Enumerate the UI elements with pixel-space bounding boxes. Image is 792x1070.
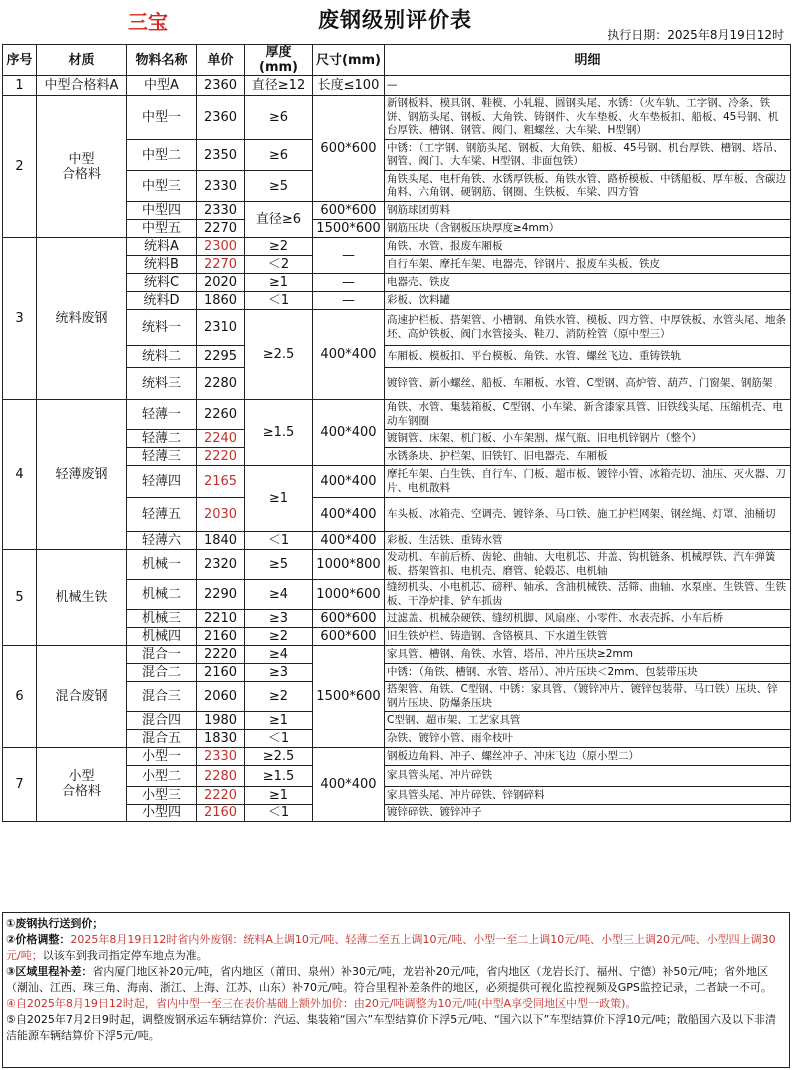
item-name: 统料A — [127, 238, 197, 256]
item-name: 统料三 — [127, 368, 197, 400]
item-price: 2220 — [197, 646, 245, 664]
item-size: 600*600 — [313, 628, 385, 646]
page-title: 废钢级别评价表 — [318, 7, 472, 32]
item-price: 2290 — [197, 580, 245, 610]
item-price: 2020 — [197, 274, 245, 292]
item-price: 2060 — [197, 682, 245, 712]
item-name: 机械三 — [127, 610, 197, 628]
item-thickness: ＜2 — [245, 256, 313, 274]
item-thickness: ≥1.5 — [245, 766, 313, 787]
table-row — [3, 96, 791, 140]
header-size: 尺寸(mm) — [313, 45, 385, 76]
item-price: 1860 — [197, 292, 245, 310]
item-thickness: 直径≥12 — [245, 76, 313, 96]
item-price: 1840 — [197, 532, 245, 550]
item-size: 400*400 — [313, 532, 385, 550]
material-type: 混合废钢 — [37, 646, 127, 748]
item-thickness: ≥2 — [245, 628, 313, 646]
item-detail: 车头板、冰箱壳、空调壳、镀锌条、马口铁、施工护栏网架、钢丝绳、灯罩、油桶切 — [385, 498, 791, 532]
brand-name: 三宝 — [128, 10, 168, 34]
item-size: 1000*800 — [313, 550, 385, 580]
item-price: 2320 — [197, 550, 245, 580]
item-price: 2270 — [197, 220, 245, 238]
row-number: 3 — [3, 238, 37, 400]
material-type: 小型 合格料 — [37, 748, 127, 822]
item-name: 统料二 — [127, 346, 197, 368]
item-price: 2300 — [197, 238, 245, 256]
item-name: 小型三 — [127, 787, 197, 805]
item-thickness: ≥6 — [245, 96, 313, 140]
item-size: 400*400 — [313, 498, 385, 532]
item-price: 2160 — [197, 805, 245, 822]
row-number: 2 — [3, 96, 37, 238]
item-price: 2260 — [197, 400, 245, 430]
header-material: 材质 — [37, 45, 127, 76]
item-price: 2360 — [197, 96, 245, 140]
notes-section — [2, 912, 790, 1068]
item-name: 统料C — [127, 274, 197, 292]
row-number: 1 — [3, 76, 37, 96]
item-name: 轻薄五 — [127, 498, 197, 532]
item-price: 2280 — [197, 368, 245, 400]
item-name: 混合五 — [127, 730, 197, 748]
item-detail: 角铁头尾、电杆角铁、水锈厚铁板、角铁水管、路桥模板、中锈船板、厚车板、含碳边角料、六角钢、硬钢筋、钢圈、生铁板、车梁、四方管 — [385, 171, 791, 202]
item-price: 2210 — [197, 610, 245, 628]
row-number: 7 — [3, 748, 37, 822]
item-detail: 钢筋压块（含钢板压块厚度≥4mm） — [385, 220, 791, 238]
item-thickness: ＜1 — [245, 805, 313, 822]
row-number: 6 — [3, 646, 37, 748]
item-thickness: ≥5 — [245, 171, 313, 202]
item-name: 轻薄一 — [127, 400, 197, 430]
item-detail: 摩托车架、白生铁、自行车、门板、超市板、镀锌小管、冰箱壳切、油压、灭火器、刀片、电机散料 — [385, 466, 791, 498]
table-row — [3, 238, 791, 256]
item-price: 2360 — [197, 76, 245, 96]
item-thickness: ≥2.5 — [245, 310, 313, 400]
note-2: ②价格调整：2025年8月19日12时省内外废钢：统料A上调10元/吨、轻薄二至五上调10元/吨、小型一至二上调10元/吨、小型三上调20元/吨、小型四上调30元/吨；以该车到我司指定停车地点为准。 — [6, 933, 776, 962]
item-detail: 车厢板、模板扣、平台模板、角铁、水管、螺丝飞边、重铸铁轨 — [385, 346, 791, 368]
item-detail: 搭架管、角铁、C型钢、中锈：家具管、（镀锌冲片、镀锌包装带、马口铁）压块、锌钢片压块、防爆条压块 — [385, 682, 791, 712]
item-detail: C型钢、超市架、工艺家具管 — [385, 712, 791, 730]
item-name: 轻薄四 — [127, 466, 197, 498]
item-size: — — [313, 274, 385, 292]
item-price: 2220 — [197, 448, 245, 466]
item-detail: — — [385, 76, 791, 96]
item-thickness: ≥2 — [245, 238, 313, 256]
table-row — [3, 748, 791, 766]
item-size: 400*400 — [313, 748, 385, 822]
item-name: 机械一 — [127, 550, 197, 580]
item-detail: 家具管、槽钢、角铁、水管、塔吊、冲片压块≥2mm — [385, 646, 791, 664]
item-price: 2165 — [197, 466, 245, 498]
item-price: 1830 — [197, 730, 245, 748]
table-row — [3, 76, 791, 96]
item-detail: 中锈：（角铁、槽钢、水管、塔吊）、冲片压块＜2mm、包装带压块 — [385, 664, 791, 682]
header-no: 序号 — [3, 45, 37, 76]
table-row — [3, 550, 791, 580]
item-price: 2330 — [197, 202, 245, 220]
item-thickness: ≥1 — [245, 787, 313, 805]
item-size: 1500*600 — [313, 646, 385, 748]
item-price: 2160 — [197, 664, 245, 682]
item-thickness: ≥1 — [245, 712, 313, 730]
item-thickness: ≥4 — [245, 580, 313, 610]
item-thickness: ≥6 — [245, 140, 313, 171]
item-size: 1000*600 — [313, 580, 385, 610]
item-price: 2280 — [197, 766, 245, 787]
item-detail: 镀锌管、新小螺丝、船板、车厢板、水管、C型钢、高炉管、葫芦、门窗架、钢筋架 — [385, 368, 791, 400]
item-size: 400*400 — [313, 466, 385, 498]
material-type: 机械生铁 — [37, 550, 127, 646]
item-size: 1500*600 — [313, 220, 385, 238]
item-detail: 缝纫机头、小电机芯、磅秤、轴承、含油机械铁、活筛、曲轴、水泵座、生铁管、生铁板、干净炉排、铲车抓齿 — [385, 580, 791, 610]
item-name: 小型四 — [127, 805, 197, 822]
item-price: 2220 — [197, 787, 245, 805]
material-type: 中型合格料A — [37, 76, 127, 96]
item-size: — — [313, 292, 385, 310]
item-name: 中型A — [127, 76, 197, 96]
header-price: 单价 — [197, 45, 245, 76]
material-type: 统料废钢 — [37, 238, 127, 400]
item-name: 轻薄二 — [127, 430, 197, 448]
item-price: 2330 — [197, 748, 245, 766]
item-name: 轻薄六 — [127, 532, 197, 550]
item-price: 2240 — [197, 430, 245, 448]
item-detail: 镀铜管、床架、机门板、小车架割、煤气瓶、旧电机锌钢片（整个） — [385, 430, 791, 448]
header-thickness: 厚度(mm) — [245, 45, 313, 76]
item-name: 混合二 — [127, 664, 197, 682]
item-name: 统料D — [127, 292, 197, 310]
item-detail: 电器壳、铁皮 — [385, 274, 791, 292]
item-price: 2160 — [197, 628, 245, 646]
item-price: 2295 — [197, 346, 245, 368]
item-name: 统料B — [127, 256, 197, 274]
item-detail: 家具管头尾、冲片碎铁 — [385, 766, 791, 787]
item-name: 机械四 — [127, 628, 197, 646]
item-size: 400*400 — [313, 400, 385, 466]
item-thickness: ＜1 — [245, 292, 313, 310]
note-5: ⑤自2025年7月2日9时起，调整废钢承运车辆结算价：汽运、集装箱“国六”车型结算价下浮5元/吨、“国六以下”车型结算价下浮10元/吨；散船国六及以下非清洁能源车辆结算价下浮5元/吨。 — [6, 1013, 777, 1042]
item-name: 混合四 — [127, 712, 197, 730]
item-size: 600*600 — [313, 202, 385, 220]
item-name: 中型四 — [127, 202, 197, 220]
item-thickness: ≥2.5 — [245, 748, 313, 766]
item-thickness: ＜1 — [245, 532, 313, 550]
item-thickness: ≥1 — [245, 274, 313, 292]
item-thickness: ≥4 — [245, 646, 313, 664]
item-price: 1980 — [197, 712, 245, 730]
note-4: ④自2025年8月19日12时起，省内中型一至三在表价基础上额外加价：由20元/吨调整为10元/吨(中型A享受同地区中型一政策)。 — [6, 997, 637, 1010]
item-thickness: ≥5 — [245, 550, 313, 580]
item-name: 混合一 — [127, 646, 197, 664]
price-table — [2, 44, 791, 822]
table-row — [3, 646, 791, 664]
item-size: 400*400 — [313, 310, 385, 400]
item-thickness: ≥3 — [245, 664, 313, 682]
item-name: 中型一 — [127, 96, 197, 140]
item-detail: 中锈：（工字钢、钢筋头尾、钢板、大角铁、船板、45号钢、机台厚铁、槽钢、塔吊、钢管、阀门、大车梁、H型钢、非面包铁） — [385, 140, 791, 171]
item-detail: 杂铁、镀锌小管、雨伞枝叶 — [385, 730, 791, 748]
item-thickness: ≥2 — [245, 682, 313, 712]
item-detail: 过滤盖、机械杂硬铁、缝纫机脚、风扇座、小零件、水表壳拆、小车后桥 — [385, 610, 791, 628]
item-detail: 角铁、水管、报废车厢板 — [385, 238, 791, 256]
item-thickness: ≥1 — [245, 466, 313, 532]
item-name: 中型二 — [127, 140, 197, 171]
item-detail: 彩板、生活铁、重铸水管 — [385, 532, 791, 550]
table-row — [3, 400, 791, 430]
item-size: 600*600 — [313, 610, 385, 628]
item-price: 2350 — [197, 140, 245, 171]
material-type: 中型 合格料 — [37, 96, 127, 238]
row-number: 4 — [3, 400, 37, 550]
item-price: 2030 — [197, 498, 245, 532]
note-3: ③区域里程补差：省内厦门地区补20元/吨，省内地区（莆田、泉州）补30元/吨，龙岩补20元/吨，省内地区（龙岩长汀、福州、宁德）补50元/吨；省外地区（潮汕、江西、珠三角、海南、浙江、上海、江苏、山东）补70元/吨。符合里程补差条件的地区，必须提供可视化监控视频及GPS监控记录，二者缺一不可。 — [6, 965, 772, 994]
item-name: 小型一 — [127, 748, 197, 766]
item-detail: 彩板、饮料罐 — [385, 292, 791, 310]
item-price: 2310 — [197, 310, 245, 346]
header-name: 物料名称 — [127, 45, 197, 76]
item-name: 混合三 — [127, 682, 197, 712]
effective-date: 执行日期：2025年8月19日12时 — [607, 28, 784, 42]
item-name: 机械二 — [127, 580, 197, 610]
material-type: 轻薄废钢 — [37, 400, 127, 550]
item-size: 长度≤100 — [313, 76, 385, 96]
item-detail: 自行车架、摩托车架、电器壳、锌钢片、报废车头板、铁皮 — [385, 256, 791, 274]
item-name: 中型三 — [127, 171, 197, 202]
item-name: 统料一 — [127, 310, 197, 346]
item-detail: 角铁、水管、集装箱板、C型钢、小车梁、新含漆家具管、旧铁线头尾、压缩机壳、电动车钢圈 — [385, 400, 791, 430]
page-header — [0, 0, 792, 44]
item-thickness: ≥1.5 — [245, 400, 313, 466]
item-detail: 家具管头尾、冲片碎铁、锌钢碎料 — [385, 787, 791, 805]
item-price: 2270 — [197, 256, 245, 274]
item-detail: 水锈条块、护栏架、旧铁钉、旧电器壳、车厢板 — [385, 448, 791, 466]
item-name: 中型五 — [127, 220, 197, 238]
item-detail: 钢板边角料、冲子、螺丝冲子、冲床飞边（原小型二） — [385, 748, 791, 766]
item-size: — — [313, 238, 385, 274]
item-thickness: ≥3 — [245, 610, 313, 628]
item-thickness: ＜1 — [245, 730, 313, 748]
item-detail: 高速护栏板、搭架管、小槽钢、角铁水管、模板、四方管、中厚铁板、水管头尾、地条坯、高炉铁板、阀门水管接头、鞋刀、消防栓管（原中型三） — [385, 310, 791, 346]
item-price: 2330 — [197, 171, 245, 202]
item-thickness: 直径≥6 — [245, 202, 313, 238]
item-name: 轻薄三 — [127, 448, 197, 466]
header-detail: 明细 — [385, 45, 791, 76]
item-name: 小型二 — [127, 766, 197, 787]
table-header-row — [3, 45, 791, 76]
item-detail: 新钢板料、模具钢、鞋模、小轧辊、圆钢头尾、水锈：（火车轨、工字钢、冷条、铁饼、钢筋头尾、钢板、大角铁、铸钢件、火车垫板、火车垫板扣、船板、45号钢、机台厚铁、槽钢、钢管、阀门、粗螺丝、大车梁、H型钢） — [385, 96, 791, 140]
item-detail: 发动机、车前后桥、齿轮、曲轴、大电机芯、井盖、钩机链条、机械厚铁、汽车弹簧板、搭架管扣、电机壳、磨管、轮毂芯、电机轴 — [385, 550, 791, 580]
item-size: 600*600 — [313, 96, 385, 202]
row-number: 5 — [3, 550, 37, 646]
item-detail: 钢筋球团剪料 — [385, 202, 791, 220]
item-detail: 旧生铁炉栏、铸造钢、含铬模具、下水道生铁管 — [385, 628, 791, 646]
note-1: ①废钢执行送到价； — [6, 917, 104, 930]
item-detail: 镀锌碎铁、镀锌冲子 — [385, 805, 791, 822]
